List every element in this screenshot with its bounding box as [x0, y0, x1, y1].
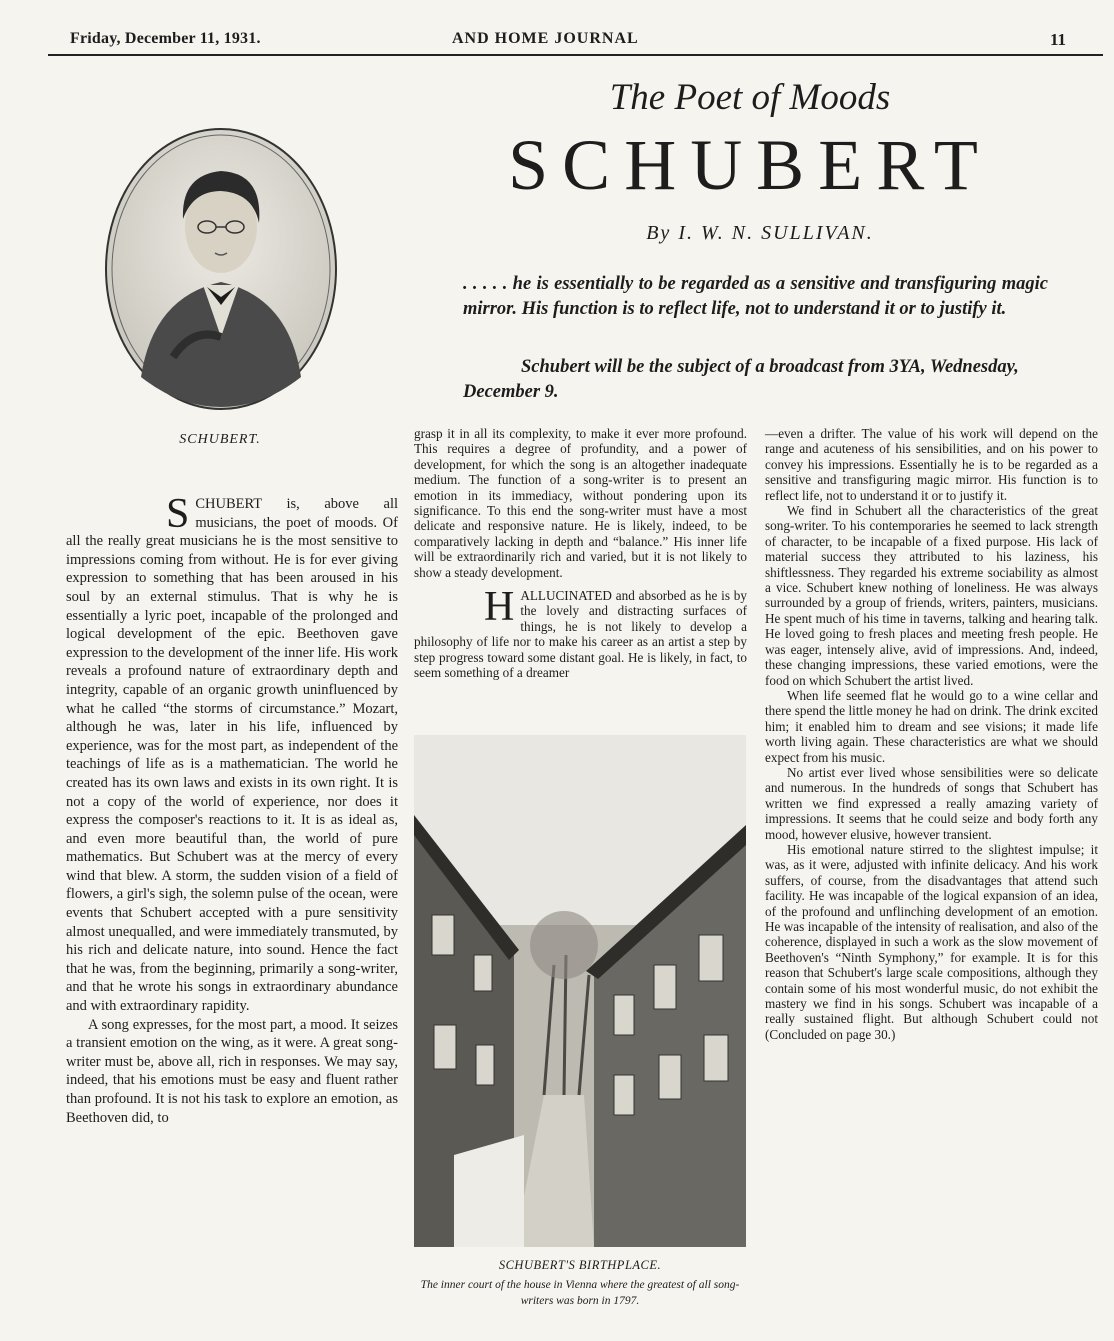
article-column-3	[765, 426, 1098, 1042]
article-title: SCHUBERT	[508, 125, 992, 205]
article-kicker: The Poet of Moods	[609, 77, 891, 118]
col3-paragraph-2: We find in Schubert all the characteristics of the great song-writer. To his contemporaries he seemed to lack strength of character, to be incapable of a fixed purpose. His lack of material success they attributed to his laziness, his shiftlessness. They regarded his extreme sociability as almost a vice. Schubert knew nothing of loneliness. He was always surrounded by a group of friends, writers, painters, musicians. He spent much of his time in taverns, talking and hearing talk. He loved going to fresh places and meeting fresh people. He was eager, intensely alive, avid of impressions. And, indeed, these changing impressions, these varied emotions, were the food on which Schubert the artist lived.	[765, 503, 1098, 688]
broadcast-note: Schubert will be the subject of a broadcast from 3YA, Wednesday, December 9.	[463, 357, 1019, 402]
article-column-1	[66, 491, 398, 1127]
col1-paragraph-2: A song expresses, for the most part, a mood. It seizes a transient emotion on the wing, as it were. A great song-writer must be, above all, rich in responses. We may say, indeed, that his emotions must be easy and fluent rather than profound. It is not his task to explore an emotion, as Beethoven did, to	[66, 1016, 398, 1126]
birthplace-photo	[414, 735, 746, 1247]
header-rule	[48, 54, 1103, 56]
col2-paragraph-2: ALLUCINATED and absorbed as he is by the lovely and distracting surfaces of things, he is not likely to develop a philosophy of life nor to make his career as an artist a step by step progress toward some distant goal. He is likely, in fact, to seem something of a dreamer	[414, 588, 747, 681]
col3-paragraph-5: His emotional nature stirred to the slightest impulse; it was, as it were, adjusted with infinite delicacy. And his work suffers, of course, from the disadvantages that attend such facility. He was incapable of the logical expansion of an idea, of the profound and unflinching development of an emotion. He was incapable of the intensity of realisation, and also of the coherence, displayed in such a work as the slow movement of Beethoven's “Ninth Symphony,” for example. It is for this reason that Schubert's large scale compositions, although they contain some of his most wonderful music, do not exhibit the mastery we find in his songs. Schubert was incapable of a really sustained flight. But although Schubert could not (Concluded on page 30.)	[765, 841, 1098, 1042]
dropcap-s: S	[166, 491, 190, 537]
article-column-2	[414, 426, 747, 681]
col3-paragraph-3: When life seemed flat he would go to a wine cellar and there spend the little money he had on drink. The drink excited him; it enabled him to dream and see visions; it made life worth living again. These characteristics are what we should expect from his music.	[765, 687, 1098, 765]
col1-paragraph-1: CHUBERT is, above all musicians, the poet of moods. Of all the really great musicians he is the most sensitive to impressions coming from without. He is for ever giving expression to something that has been aroused in his soul by an external stimulus. That is why he is essentially a lyric poet, incapable of the prolonged and logical development of the epic. Beethoven gave expression to the development of the inner life. His work reveals a profound nature of extraordinary depth and integrity, capable of an organic growth uninfluenced by what he called “the storms of circumstance.” Mozart, although he was, later in his life, influenced by experience, was for the most part, as independent of the teachings of life as is a mathematician. The world he created has its own laws and exists in its own right. It is not a copy of the world of experience, nor does it express the composer's reactions to it. It is as ideal as, and even more beautiful than, the world of pure mathematics. But Schubert was at the mercy of every wind that blew. A storm, the sudden vision of a field of flowers, a girl's sigh, the solemn pulse of the ocean, were events that Schubert accepted with a pure sensitivity almost unequalled, and were immediately transmuted, by his rich and delicate nature, into sound. Hence the fact that he was, from the beginning, primarily a song-writer, and that he wrote his songs in extraordinary abundance and with extraordinary rapidity.	[66, 496, 398, 1015]
col3-paragraph-4: No artist ever lived whose sensibilities were so delicate and numerous. In the hundreds of songs that Schubert has written we find expressed a really amazing variety of impressions. It seems that he could seize and body forth any mood, however elusive, however transient.	[765, 764, 1098, 842]
birthplace-caption: SCHUBERT'S BIRTHPLACE.	[498, 1258, 662, 1272]
col2-paragraph-1: grasp it in all its complexity, to make it ever more profound. This requires a degree of profundity, and a power of development, for which the song is an altogether inadequate medium. The function of a song-writer is to present an emotion in its immediacy, without pondering upon its significance. To this end the song-writer must have a most delicate and responsive nature. He is likely, indeed, to be comparatively lacking in depth and “balance.” His inner life will be extraordinarily rich and varied, but it is not likely to show a steady development.	[414, 426, 747, 580]
page-number: 11	[1050, 30, 1067, 49]
birthplace-subcaption: The inner court of the house in Vienna where the greatest of all song-writers was born in 1797.	[420, 1279, 740, 1307]
dropcap-h: H	[484, 584, 515, 631]
article-byline: By I. W. N. SULLIVAN.	[646, 222, 874, 244]
header-date: Friday, December 11, 1931.	[70, 30, 261, 47]
header-publication: AND HOME JOURNAL	[452, 30, 639, 47]
col3-paragraph-1: —even a drifter. The value of his work will depend on the range and acuteness of his sensibilities, and on his power to convey his impressions. Essentially he is to be regarded as a sensitive and transfiguring magic mirror. His function is to reflect life, not to understand it or to justify it.	[765, 426, 1098, 503]
schubert-portrait	[103, 127, 339, 411]
portrait-caption: SCHUBERT.	[179, 432, 261, 447]
pull-quote: . . . . . he is essentially to be regarded as a sensitive and transfiguring magic mirror. His function is to reflect life, not to understand it or to justify it.	[463, 274, 1048, 319]
